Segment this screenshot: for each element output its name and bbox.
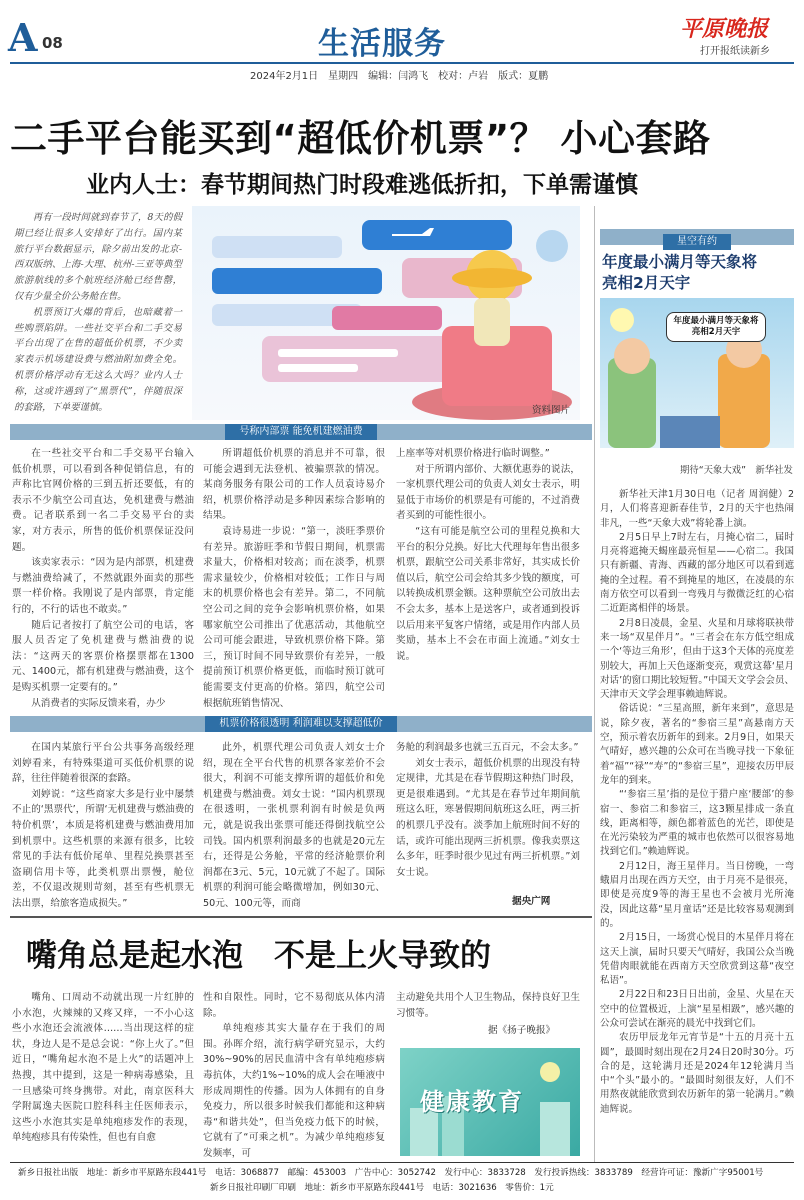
sidebar-caption: 期待“天象大戏” 新华社发 [680,465,793,476]
health-education-banner [400,1048,580,1156]
paragraph: 从消费者的实际反馈来看，办少 [31,697,166,709]
main-headline: 二手平台能买到“超低价机票”？ 小心套路 [10,117,711,160]
section2-banner [10,716,592,732]
paragraph: 农历甲辰龙年元宵节是“十五的月亮十五圆”，最圆时刻出现在2月24日20时30分。巧合的是，这轮满月还是2024年12轮满月当中“个头”最小的。“最圆时刻很友好，人们不用熬夜就能欣赏到农历新年的第一轮满月。”赖迪辉说。 [600,1032,794,1115]
paragraph: 该卖家表示：“因为是内部票，机建费与燃油费给减了，不然就跟外面卖的那些票一样价格。我刚说了是内部票，肯定能行的，不行的话也不敢卖。” [12,557,194,615]
health-headline: 嘴角总是起水泡 不是上火导致的 [26,938,491,974]
paragraph: 刘婷说：“这些商家大多是行业中屡禁不止的‘黑票代’，所谓‘无机建费与燃油费的特价机票’，本质是将机建费与燃油费用加到机票中。这些机票的来源有很多，比较常见的手法有低价尾单、里程兑换票甚至盗刷信用卡等，此类机票出票慢，舱位差，不仅退改规则苛刻，甚至有些机票无法出票，给旅客造成损失。” [12,788,194,909]
paragraph: 2月5日早上7时左右，月掩心宿二，届时月亮将遮掩天蝎座最亮恒星——心宿二。我国只有新疆、青海、西藏的部分地区可以看到遮掩的全过程。看不到掩星的地区，在凌晨的东南方依空可以看到一弯残月与微微泛红的心宿二近距离相伴的场景。 [600,531,794,615]
section2-column-1 [12,740,194,912]
lead-paragraph: 再有一段时间就到春节了，8天的假期已经让很多人安排好了出行。国内某旅行平台数据显示，除夕前出发的北京-西双版纳、上海-大理、杭州-三亚等典型旅游航线的多个航班经济舱已经售罄，仅有少量全价公务舱在售。 [14,212,182,302]
section1-column-2 [203,446,385,711]
sidebar-body [600,488,794,1117]
paragraph: 2月15日，一场赏心悦目的木星伴月将在这天上演，届时只要天气晴好，我国公众当晚凭借肉眼就能在西南方天空欣赏到这幕“夜空私语”。 [600,932,794,987]
article-source: 据央广网 [512,896,551,907]
speech-bubble: 年度最小满月等天象将亮相2月天宇 [666,312,766,342]
lead-paragraph: 机票预订火爆的背后，也暗藏着一些购票陷阱。一些社交平台和二手交易平台出现了在售的超低价机票，不少卖家表示机场建设费与燃油附加费全免。机票价格浮动有无这么大吗？业内人士称，这或许遇到了“黑票代”，伴随很深的套路，下单要谨慎。 [14,306,182,413]
header-rule [10,62,794,64]
paragraph: 2月8日凌晨，金星、火星和月球将联袂带来一场“双星伴月”。“三者会在东方低空组成一个‘等边三角形’，但由于这3个天体的亮度差别较大，再加上天色逐渐变亮，观赏这幕‘星月对话’的窗口期比较短暂。”中国天文学会会员、天津市天文学会理事赖迪辉说。 [600,617,794,701]
health-source: 据《扬子晚报》 [488,1025,556,1036]
travel-illustration [192,206,580,420]
paragraph: 随后记者按打了航空公司的电话，客服人员否定了免机建费与燃油费的说法：“这两天的客票价格摆票都在1300元、1400元，都有机建费与燃油费，这个是购买机票一定要有的。” [12,619,194,693]
paragraph: 2月12日，海王星伴月。当日傍晚，一弯蛾眉月出现在西方天空，由于月亮不是很亮，即使是亮度9等的海王星也不会被月光所淹没，因此这幕“星月童话”还是比较容易观测到的。 [600,860,794,929]
section1-column-1 [12,446,194,711]
image-credit: 资料图片 [531,405,570,416]
footer-line-2: 新乡日报社印刷厂印刷 地址：新乡市平原路东段441号 电话：3021636 零售价：1元 [210,1183,554,1193]
paragraph: 新华社天津1月30日电（记者 周润健）2月，人们将喜迎新春佳节，2月的天宇也热闹非凡，一些“天象大戏”将轮番上演。 [600,489,794,529]
footer-line-1: 新乡日报社出版 地址：新乡市平原路东段441号 电话：3068877 邮编：453003 广告中心：3052742 发行中心：3833728 发行投诉热线：3833789 经营许可证：豫新广字95001号 [18,1168,764,1178]
paragraph: 嘴角、口周动不动就出现一片红肿的小水泡，火辣辣的又疼又痒，一不小心这些小水泡还会流液体……当出现这样的症状，身边人是不是总会说：“你上火了。”但近日，“嘴角起水泡不是上火”的话题冲上热搜，其中提到，这是一种病毒感染，且一旦感染可终身携带。对此，南京医科大学附属逸夫医院口腔科科主任医师表示，这些小水泡其实是单纯疱疹发作的表现，单纯疱疹具有传染性，但也有自愈 [12,992,194,1144]
sidebar-badge [600,229,794,245]
sidebar-divider [594,206,595,1162]
section1-banner [10,424,592,440]
section1-title: 号称内部票 能免机建燃油费 [225,424,376,440]
paragraph: 俗话说：“三星高照，新年来到”，意思是说，除夕夜，著名的“参宿三星”高悬南方天空，预示着农历新年的到来。2月9日，如果天气晴好，感兴趣的公众可在当晚寻找一下象征着“福”“禄”“寿”的“参宿三星”，迎接农历甲辰龙年的到来。 [600,703,794,786]
health-column-3 [396,990,580,1021]
main-subhead: 业内人士：春节期间热门时段难逃低折扣，下单需谨慎 [86,171,638,198]
health-banner-text: 健康教育 [420,1088,524,1116]
paragraph: 2月22日和23日日出前，金星、火星在天空中的位置极近，上演“星星相趿”，感兴趣的公众可尝试在渐亮的晨光中找到它们。 [600,989,794,1029]
paragraph: 此外，机票代理公司负责人刘女士介绍，现在全平台代售的机票各家差价不会很大，利润不可能支撑所谓的超低价和免机建费与燃油费。刘女士说：“国内机票现在很透明，一张机票利润有时候是负两元，就是说我出张票可能还得倒找航空公司钱。国内机票利润最多的也就是20元左右，还得是公务舱，平常的经济舱票价利润都在3元、5元，10元就了不起了。国际机票的利润可能会略微增加，例如30元、50元、100元等，而商 [203,742,385,909]
sidebar-illustration [600,298,794,448]
paragraph: 对于所谓内部价、大额优惠券的说法，一家机票代理公司的负责人刘女士表示，明显低于市场价的机票是有可能的，不过消费者买到的可能性很小。 [396,463,580,522]
footer-rule [10,1162,794,1163]
divider [10,916,592,918]
paragraph: “‘参宿三星’指的是位于猎户座‘腰部’的参宿一、参宿二和参宿三，这3颗星排成一条直线，距离相等，颜色都着蓝色的光芒，即使是在光污染较为严重的城市也依然可以很容易地找到它们。”赖迪辉说。 [600,789,794,858]
sidebar-headline: 年度最小满月等天象将亮相2月天宇 [602,253,758,292]
paragraph: 性和自限性。同时，它不易彻底从体内清除。 [203,992,385,1019]
section2-column-2 [203,740,385,912]
paragraph: 单纯疱疹其实大量存在于我们的周围。孙晖介绍，流行病学研究显示，大约30%~90%的居民血清中含有单纯疱疹病毒抗体，大约1%~10%的成人会在唾液中形成周期性的传播。因为人体拥有的自身免疫力，所以很多时候我们都能和这种病毒“和谐共处”，但当免疫力低下的时候，它就有了“可乘之机”。为减少单纯疱疹复发频率，可 [203,1023,385,1159]
paragraph: “这有可能是航空公司的里程兑换和大平台的积分兑换。好比大代理每年售出很多机票，跟航空公司关系非常好，其实成长价值以后，航空公司会给其多少钱的额度，可以转换成机票金额。这种票航空公司放出去不会太多，基本上是送客户，或者通到投诉以后用来平复客户情绪，或是用作内部人员奖励，基本上不会在市面上流通。”刘女士说。 [396,525,580,662]
issue-meta: 2024年2月1日 星期四 编辑：闫鸿飞 校对：卢岩 版式：夏鹏 [250,71,549,82]
section2-title: 机票价格很透明 利润难以支撑超低价 [205,716,396,732]
page-letter: A [8,15,38,60]
page-number: 08 [42,34,63,52]
slogan: 打开报纸读新乡 [700,46,770,57]
paragraph: 上座率等对机票价格进行临时调整。” [396,448,550,459]
paragraph: 务舱的利润最多也就三五百元，不会太多。” [396,742,579,753]
paragraph: 在国内某旅行平台公共事务高级经理刘婷看来，有特殊渠道可买低价机票的说辞，往往伴随着很深的套路。 [12,742,194,785]
health-column-2 [203,990,385,1162]
paragraph: 主动避免共用个人卫生物品，保持良好卫生习惯等。 [396,992,580,1019]
lead-text [14,210,182,415]
paragraph: 在一些社交平台和二手交易平台输入低价机票，可以看到各种促销信息，有的声称比官网价格的三到五折还要低，有的表示不少航空公司直达，免机建费与燃油费。记者联系到一名二手交易平台的卖家，对方表示，所售的低价机票保证没问题。 [12,448,194,553]
paragraph: 刘女士表示，超低价机票的出现没有特定规律，尤其是在春节假期这种热门时段，更是很难遇到。“尤其是在春节过年期间航班这么旺，寒暑假期间航班这么旺，两三折的机票几乎没有。淡季加上航班时间不好的话，或许可能出现两三折机票。像我卖票这么多年，旺季时很少见过有两三折机票。”刘女士说。 [396,757,580,878]
section2-column-3 [396,740,580,880]
newspaper-logo: 平原晚报 [680,16,769,42]
section1-column-3 [396,446,580,664]
paragraph: 所谓超低价机票的消息并不可靠，很可能会遇到无法登机、被骗票款的情况。某商务服务有限公司的工作人员袁诗易介绍，机票价格浮动是多种因素综合影响的结果。 [203,448,385,522]
paragraph: 袁诗易进一步说：“第一，淡旺季票价有差异。旅游旺季和节假日期间，机票需求量大，价格相对较高；而在淡季，机票需求量较少，价格相对较低；工作日与周末的机票价格也会有差异。第二，不同航空公司之间的竞争会影响机票价格，如果哪家航空公司推出了优惠活动，其他航空公司可能会跟进，导致机票价格下降。第三，预订时间不同导致票价有差异，一般提前预订机票价格更低，而临时预订就可能需要支付更高的价格。第四，航空公司根据航班销售情况、 [203,525,385,709]
sidebar-badge-text: 星空有约 [663,234,731,250]
section-title: 生活服务 [318,26,446,62]
health-column-1 [12,990,194,1146]
